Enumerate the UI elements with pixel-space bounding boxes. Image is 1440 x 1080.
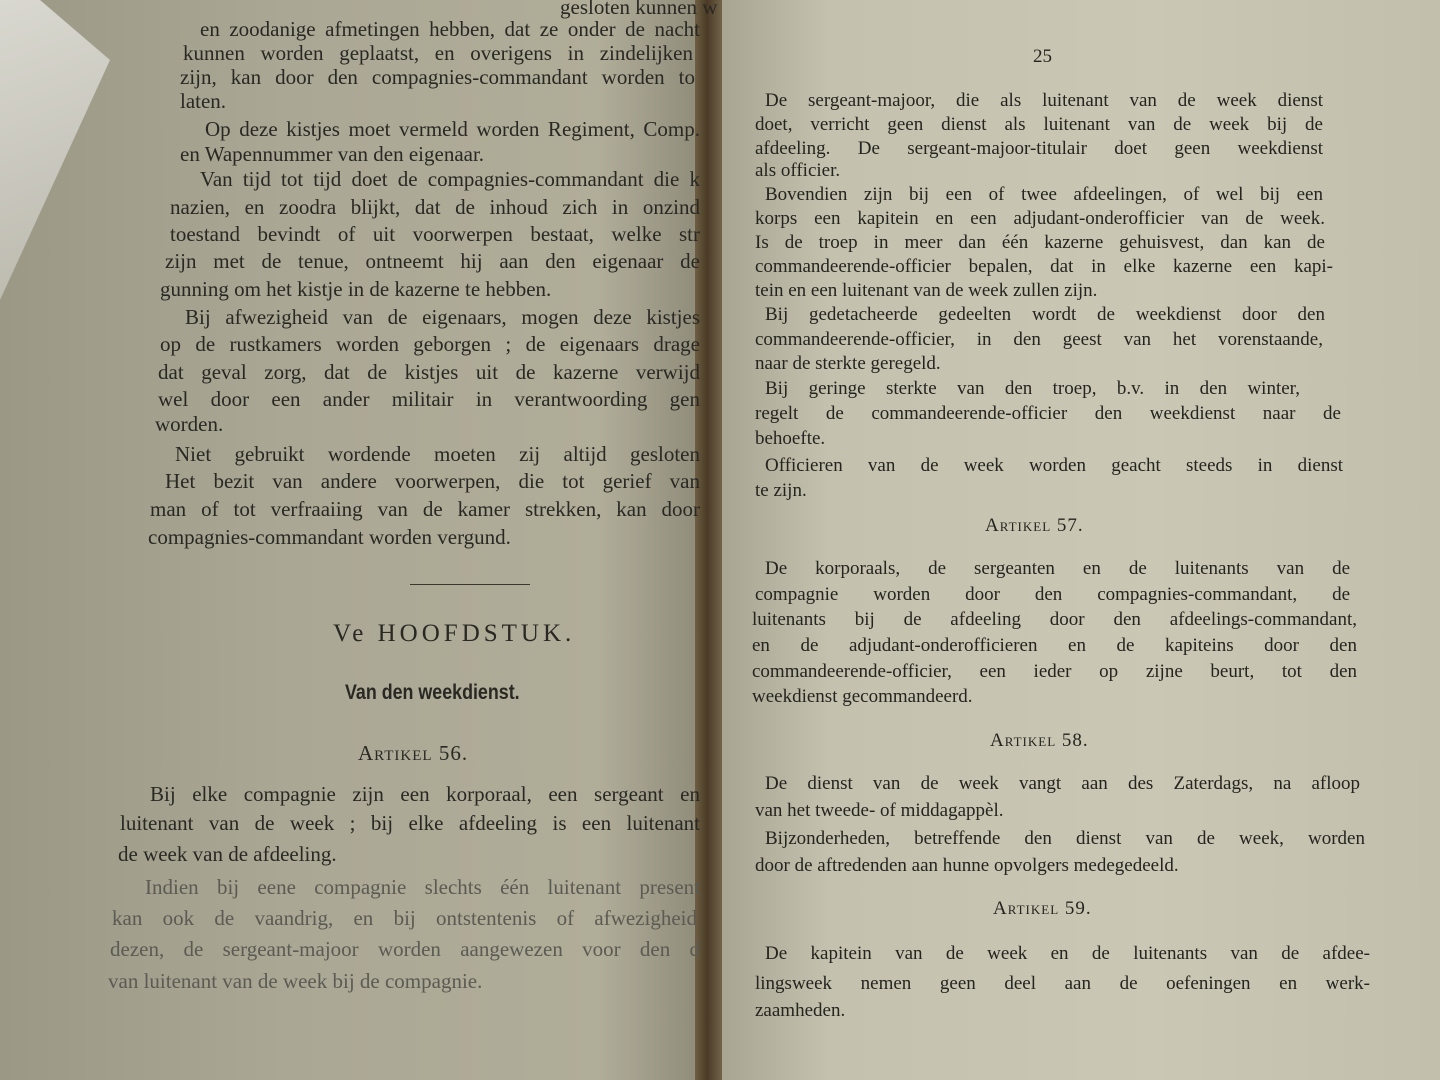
text-line: korps een kapitein en een adjudant-onderofficier van de week. [755,208,1325,229]
text-line: Niet gebruikt wordende moeten zij altijd gesloten [175,442,700,466]
text-line: van luitenant van de week bij de compagnie. [108,969,483,993]
text-line: regelt de commandeerende-officier den weekdienst naar de [755,403,1341,424]
text-line: Bovendien zijn bij een of twee afdeelingen, of wel bij een [765,184,1323,205]
text-line: op de rustkamers worden geborgen ; de eigenaars drage [160,332,700,356]
page-number: 25 [1033,46,1052,67]
article-heading: Artikel 57. [985,515,1084,536]
chapter-heading: Ve HOOFDSTUK. [333,620,576,647]
text-line: commandeerende-officier, een ieder op zijne beurt, tot den [752,661,1357,682]
article-heading: Artikel 59. [993,898,1092,919]
article-heading: Artikel 56. [358,741,469,765]
text-line: doet, verricht geen dienst als luitenant van de week bij de [755,114,1323,135]
article-heading: Artikel 58. [990,730,1089,751]
text-line: wel door een ander militair in verantwoording gen [158,387,700,411]
text-line: Van tijd tot tijd doet de compagnies-commandant die k [200,167,700,191]
text-line: Officieren van de week worden geacht steeds in dienst [765,455,1343,476]
section-divider [410,584,530,585]
text-line: commandeerende-officier bepalen, dat in elke kazerne een kapi- [755,256,1333,277]
text-line: man of tot verfraaiing van de kamer strekken, kan door [150,497,700,521]
text-line: laten. [180,89,227,113]
text-line: Bijzonderheden, betreffende den dienst van de week, worden [765,828,1365,849]
text-line: lingsweek nemen geen deel aan de oefeningen en werk- [755,973,1370,994]
text-line: Bij geringe sterkte van den troep, b.v. in den winter, [765,378,1300,399]
text-line: toestand bevindt of uit voorwerpen bestaat, welke str [170,222,700,246]
text-line: afdeeling. De sergeant-majoor-titulair doet geen weekdienst [755,138,1323,159]
text-line: als officier. [755,160,841,181]
text-line: De sergeant-majoor, die als luitenant van de week dienst [765,90,1323,111]
text-line: compagnies-commandant worden vergund. [148,525,511,549]
text-line: Bij afwezigheid van de eigenaars, mogen deze kistjes [185,305,700,329]
text-line: De kapitein van de week en de luitenants van de afdee- [765,943,1370,964]
text-line: luitenants bij de afdeeling door den afdeelings-commandant, [752,609,1357,630]
text-line: Bij elke compagnie zijn een korporaal, een sergeant en [150,782,700,806]
text-line: worden. [155,412,224,436]
corner-fragment: gesloten kunnen w [560,0,718,19]
text-line: te zijn. [755,480,807,501]
text-line: naar de sterkte geregeld. [755,353,941,374]
text-line: en Wapennummer van den eigenaar. [180,142,485,166]
text-line: van het tweede- of middagappèl. [755,800,1004,821]
text-line: compagnie worden door den compagnies-commandant, de [755,584,1350,605]
text-line: De korporaals, de sergeanten en de luitenants van de [765,558,1350,579]
text-line: zaamheden. [755,1000,846,1021]
text-line: tein en een luitenant van de week zullen zijn. [755,280,1098,301]
book-gutter [695,0,725,1080]
text-line: nazien, en zoodra blijkt, dat de inhoud zich in onzind [170,195,700,219]
text-line: zijn, kan door den compagnies-commandant worden to [180,65,695,89]
text-line: Is de troep in meer dan één kazerne gehuisvest, dan kan de [755,232,1325,253]
chapter-title: Van den weekdienst. [345,681,520,704]
text-line: en de adjudant-onderofficieren en de kapiteins door den [752,635,1357,656]
text-line: commandeerende-officier, in den geest van het vorenstaande, [755,329,1323,350]
text-line: weekdienst gecommandeerd. [752,686,973,707]
text-line: dezen, de sergeant-majoor worden aangewezen voor den d [110,937,700,961]
text-line: luitenant van de week ; bij elke afdeeling is een luitenant [120,811,700,835]
text-line: en zoodanige afmetingen hebben, dat ze onder de nacht [200,17,700,41]
text-line: kunnen worden geplaatst, en overigens in zindelijken [183,41,693,65]
text-line: Indien bij eene compagnie slechts één luitenant present [145,875,700,899]
text-line: door de aftredenden aan hunne opvolgers medegedeeld. [755,855,1179,876]
text-line: De dienst van de week vangt aan des Zaterdags, na afloop [765,773,1360,794]
text-line: kan ook de vaandrig, en bij ontstentenis of afwezigheid [112,906,697,930]
text-line: dat geval zorg, dat de kistjes uit de kazerne verwijd [158,360,700,384]
text-line: de week van de afdeeling. [118,842,337,866]
text-line: Op deze kistjes moet vermeld worden Regiment, Comp. [205,117,700,141]
text-line: gunning om het kistje in de kazerne te hebben. [160,277,552,301]
text-line: Bij gedetacheerde gedeelten wordt de weekdienst door den [765,304,1325,325]
text-line: behoefte. [755,428,826,449]
text-line: zijn met de tenue, ontneemt hij aan den eigenaar de [165,249,700,273]
text-line: Het bezit van andere voorwerpen, die tot gerief van [165,469,700,493]
